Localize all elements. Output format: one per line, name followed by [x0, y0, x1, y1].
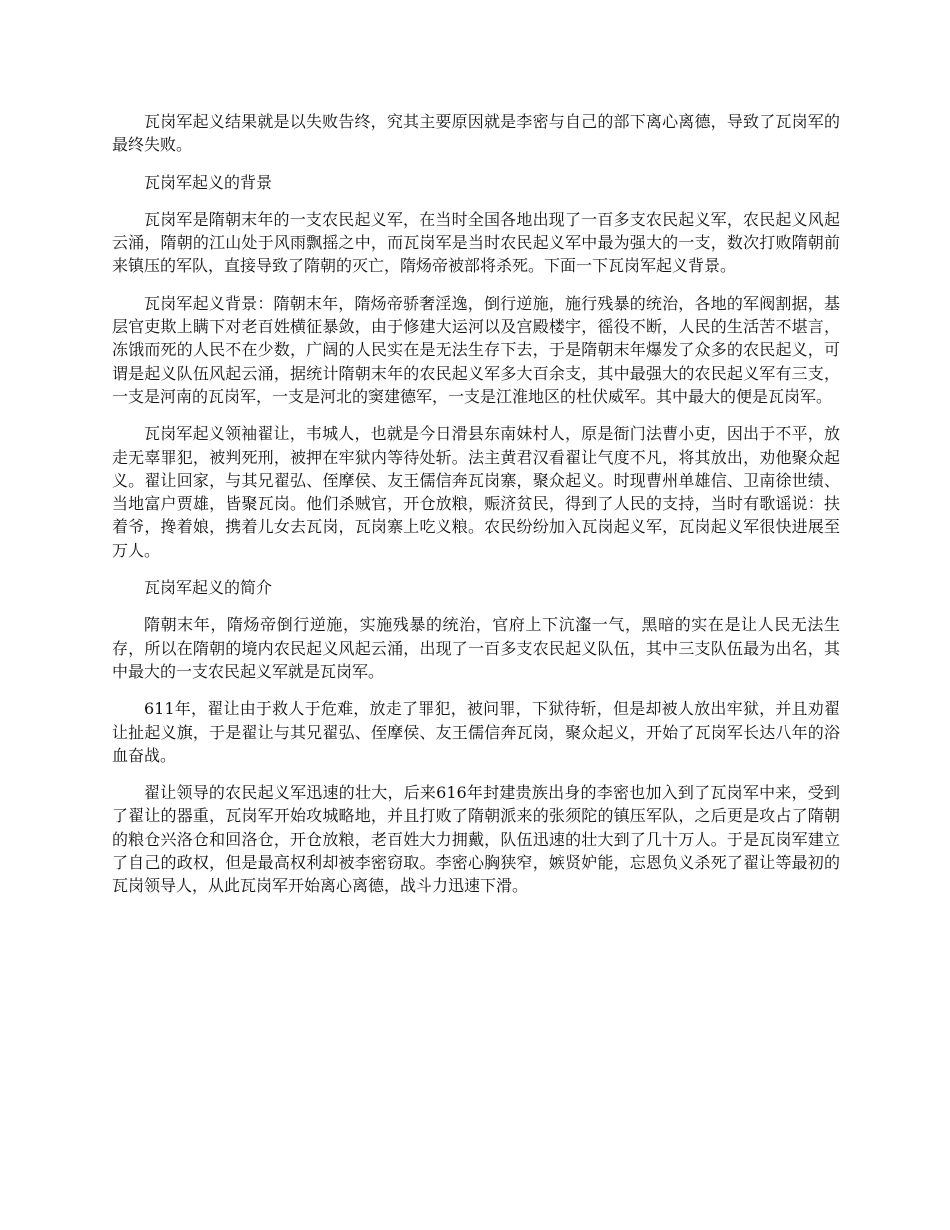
- paragraph-conclusion: 瓦岗军起义结果就是以失败告终，究其主要原因就是李密与自己的部下离心离德，导致了瓦岗军的最终失败。: [112, 112, 840, 155]
- paragraph-611: 611年，翟让由于救人于危难，放走了罪犯，被问罪，下狱待斩，但是却被人放出牢狱，并且劝翟让扯起义旗，于是翟让与其兄翟弘、侄摩侯、友王儒信奔瓦岗，聚众起义，开始了瓦岗军长达八年的浴血奋战。: [112, 699, 840, 765]
- paragraph-background-detail: 瓦岗军起义背景：隋朝末年，隋炀帝骄奢淫逸，倒行逆施，施行残暴的统治，各地的军阀割据，基层官吏欺上瞒下对老百姓横征暴敛，由于修建大运河以及宫殿楼宇，徭役不断，人民的生活苦不堪言，冻饿而死的人民不在少数，广阔的人民实在是无法生存下去，于是隋朝末年爆发了众多的农民起义，可谓是起义队伍风起云涌，据统计隋朝末年的农民起义军多大百余支，其中最强大的农民起义军有三支，一支是河南的瓦岗军，一支是河北的窦建德军，一支是江淮地区的杜伏威军。其中最大的便是瓦岗军。: [112, 293, 840, 406]
- section-heading-introduction: 瓦岗军起义的简介: [144, 578, 273, 598]
- paragraph-introduction: 隋朝末年，隋炀帝倒行逆施，实施残暴的统治，官府上下沆瀣一气，黑暗的实在是让人民无法生存，所以在隋朝的境内农民起义风起云涌，出现了一百多支农民起义队伍，其中三支队伍最为出名，其中最大的一支农民起义军就是瓦岗军。: [112, 615, 840, 681]
- section-heading-background: 瓦岗军起义的背景: [144, 172, 273, 192]
- paragraph-background-intro: 瓦岗军是隋朝末年的一支农民起义军，在当时全国各地出现了一百多支农民起义军，农民起义风起云涌，隋朝的江山处于风雨飘摇之中，而瓦岗军是当时农民起义军中最为强大的一支，数次打败隋朝前来镇压的军队，直接导致了隋朝的灭亡，隋炀帝被部将杀死。下面一下瓦岗军起义背景。: [112, 209, 840, 276]
- paragraph-616: 翟让领导的农民起义军迅速的壮大，后来616年封建贵族出身的李密也加入到了瓦岗军中来，受到了翟让的器重，瓦岗军开始攻城略地，并且打败了隋朝派来的张须陀的镇压军队，之后更是攻占了隋朝的粮仓兴洛仓和回洛仓，开仓放粮，老百姓大力拥戴，队伍迅速的壮大到了几十万人。于是瓦岗军建立了自己的政权，但是最高权利却被李密窃取。李密心胸狭窄，嫉贤妒能，忘恩负义杀死了翟让等最初的瓦岗领导人，从此瓦岗军开始离心离德，战斗力迅速下滑。: [112, 783, 840, 896]
- paragraph-leader: 瓦岗军起义领袖翟让，韦城人，也就是今日滑县东南妹村人，原是衙门法曹小吏，因出于不平，放走无辜罪犯，被判死刑，被押在牢狱内等待处斩。法主黄君汉看翟让气度不凡，将其放出，劝他聚众起义。翟让回家，与其兄翟弘、侄摩侯、友王儒信奔瓦岗寨，聚众起义。时现曹州单雄信、卫南徐世绩、当地富户贾雄，皆聚瓦岗。他们杀贼官，开仓放粮，赈济贫民，得到了人民的支持，当时有歌谣说：扶着爷，搀着娘，携着儿女去瓦岗，瓦岗寨上吃义粮。农民纷纷加入瓦岗起义军，瓦岗起义军很快进展至万人。: [112, 424, 840, 560]
- document-page: [112, 110, 840, 912]
